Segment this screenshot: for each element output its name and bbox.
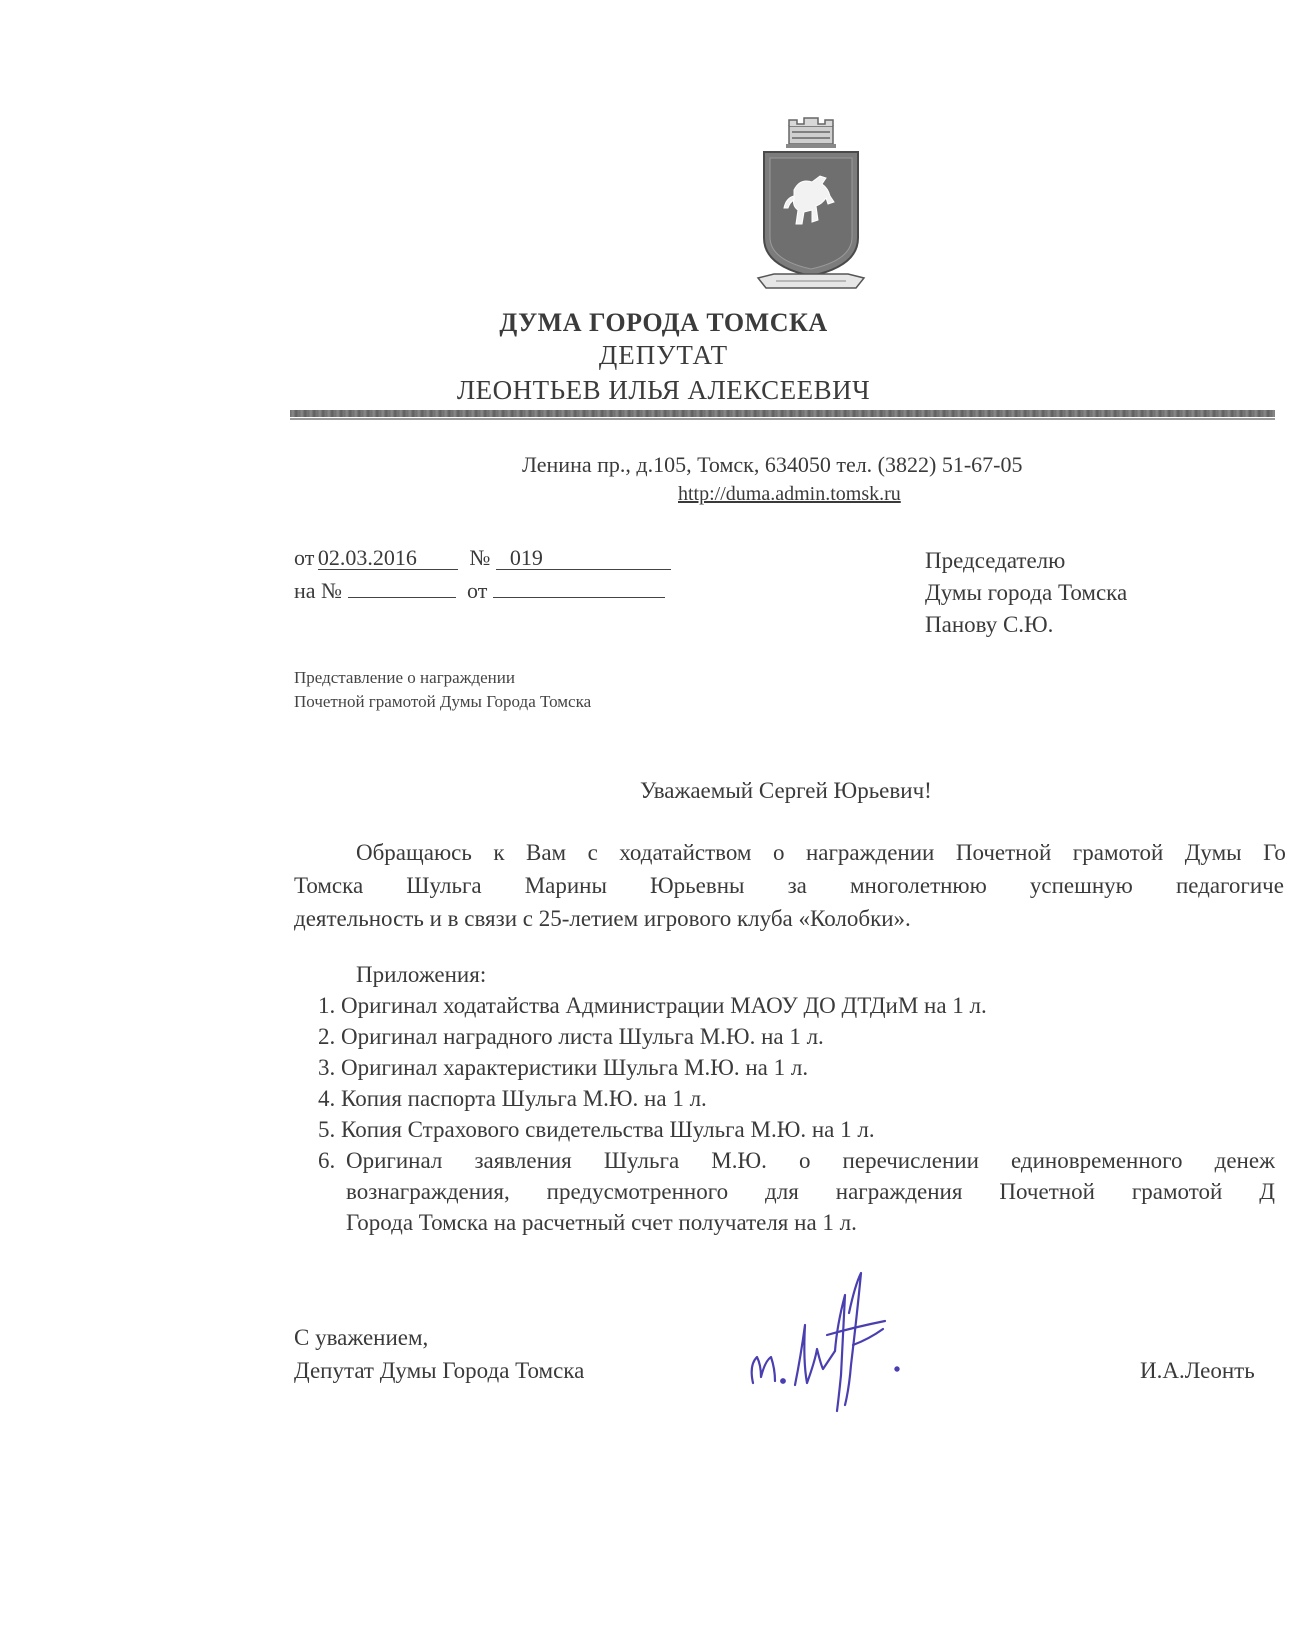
attachment-item-6-line2-word: награждения <box>835 1179 963 1204</box>
attachment-item-6-line1-word: М.Ю. <box>711 1148 767 1173</box>
organization-name: ДУМА ГОРОДА ТОМСКА <box>499 308 828 337</box>
body-line2-word: Шульга <box>406 873 482 898</box>
attachment-item-6-line1-word: Оригинал <box>346 1148 443 1173</box>
body-line1-word: Почетной <box>955 840 1052 865</box>
attachment-item-6-line2-word: предусмотренного <box>546 1179 729 1204</box>
body-line1-word: грамотой <box>1072 840 1164 865</box>
body-line2-word: успешную <box>1029 873 1133 898</box>
attachment-item-1: 1. Оригинал ходатайства Администрации МАОУ ДО ДТДиМ на 1 л. <box>318 993 987 1018</box>
body-line1-word: Го <box>1263 840 1286 865</box>
attachment-item-6-line2-word: для <box>765 1179 799 1204</box>
attachment-item-6-line2-word: Д <box>1259 1179 1275 1204</box>
body-line1-word: ходатайством <box>619 840 752 865</box>
addressee-line1: Председателю <box>925 548 1066 573</box>
position-title: ДЕПУТАТ <box>598 340 729 370</box>
body-line1 <box>356 840 1286 866</box>
body-line2-word: многолетнюю <box>849 873 987 898</box>
body-line3: деятельность и в связи с 25-летием игрового клуба «Колобки». <box>294 906 911 931</box>
header-divider <box>290 410 1275 417</box>
reply-from-label: от <box>467 578 488 603</box>
body-line1-word: о <box>772 840 785 865</box>
attachment-item-6-line2-word: вознаграждения, <box>346 1179 510 1204</box>
number-label: № <box>469 545 491 570</box>
outgoing-number: 019 <box>496 547 671 570</box>
closing-line2: Депутат Думы Города Томска <box>294 1358 585 1383</box>
attachment-item-5: 5. Копия Страхового свидетельства Шульга М.Ю. на 1 л. <box>318 1117 875 1142</box>
attachment-item-6-line1-word: заявления <box>474 1148 572 1173</box>
attachment-item-6-line2-word: грамотой <box>1131 1179 1223 1204</box>
outgoing-date: 02.03.2016 <box>318 547 458 570</box>
closing-line1: С уважением, <box>294 1325 429 1350</box>
from-label: от <box>294 545 315 570</box>
subject-line2: Почетной грамотой Думы Города Томска <box>294 692 592 711</box>
reply-reg-line <box>294 578 665 604</box>
body-line2-word: педагогиче <box>1175 873 1284 898</box>
body-line1-word: Думы <box>1184 840 1242 865</box>
attachment-item-2: 2. Оригинал наградного листа Шульга М.Ю. на 1 л. <box>318 1024 824 1049</box>
reply-number-blank <box>348 597 456 598</box>
body-line2-word: за <box>787 873 807 898</box>
attachment-item-6-line3: Города Томска на расчетный счет получателя на 1 л. <box>346 1210 857 1235</box>
attachment-item-6-line2-word: Почетной <box>999 1179 1095 1204</box>
outgoing-reg-line <box>294 545 671 571</box>
handwritten-signature <box>745 1265 910 1415</box>
attachments-title: Приложения: <box>356 962 487 987</box>
reply-date-blank <box>493 597 665 598</box>
attachment-item-6-line1-word: перечислении <box>842 1148 979 1173</box>
attachment-item-6-line1-word: единовременного <box>1011 1148 1183 1173</box>
tomsk-coat-of-arms-icon <box>756 118 866 296</box>
addressee-line3: Панову С.Ю. <box>925 612 1054 637</box>
subject-line1: Представление о награждении <box>294 668 515 687</box>
body-line1-word: Вам <box>525 840 567 865</box>
body-line2 <box>294 873 1284 899</box>
attachment-item-6-number: 6. <box>318 1148 336 1173</box>
attachment-item-4: 4. Копия паспорта Шульга М.Ю. на 1 л. <box>318 1086 707 1111</box>
deputy-name: ЛЕОНТЬЕВ ИЛЬЯ АЛЕКСЕЕВИЧ <box>456 375 871 405</box>
attachment-item-6-line1-word: о <box>798 1148 811 1173</box>
addressee-line2: Думы города Томска <box>925 580 1128 605</box>
body-line1-word: с <box>587 840 598 865</box>
greeting: Уважаемый Сергей Юрьевич! <box>640 778 932 803</box>
website-link[interactable]: http://duma.admin.tomsk.ru <box>678 483 901 505</box>
body-line2-word: Томска <box>294 873 364 898</box>
body-line2-word: Марины <box>524 873 607 898</box>
attachment-item-3: 3. Оригинал характеристики Шульга М.Ю. на 1 л. <box>318 1055 809 1080</box>
body-line1-word: награждении <box>805 840 935 865</box>
body-line1-word: Обращаюсь <box>356 840 472 865</box>
header-divider-thin <box>290 418 1275 420</box>
body-line2-word: Юрьевны <box>650 873 745 898</box>
attachment-item-6-line1-word: денеж <box>1214 1148 1275 1173</box>
attachment-item-6-line2 <box>346 1179 1275 1205</box>
signer-name: И.А.Леонть <box>1140 1358 1255 1383</box>
reply-label: на № <box>294 578 343 603</box>
attachment-item-6-line1 <box>346 1148 1275 1174</box>
attachment-item-6-line1-word: Шульга <box>603 1148 680 1173</box>
body-line1-word: к <box>493 840 505 865</box>
contact-address: Ленина пр., д.105, Томск, 634050 тел. (3822) 51-67-05 <box>522 452 1023 477</box>
